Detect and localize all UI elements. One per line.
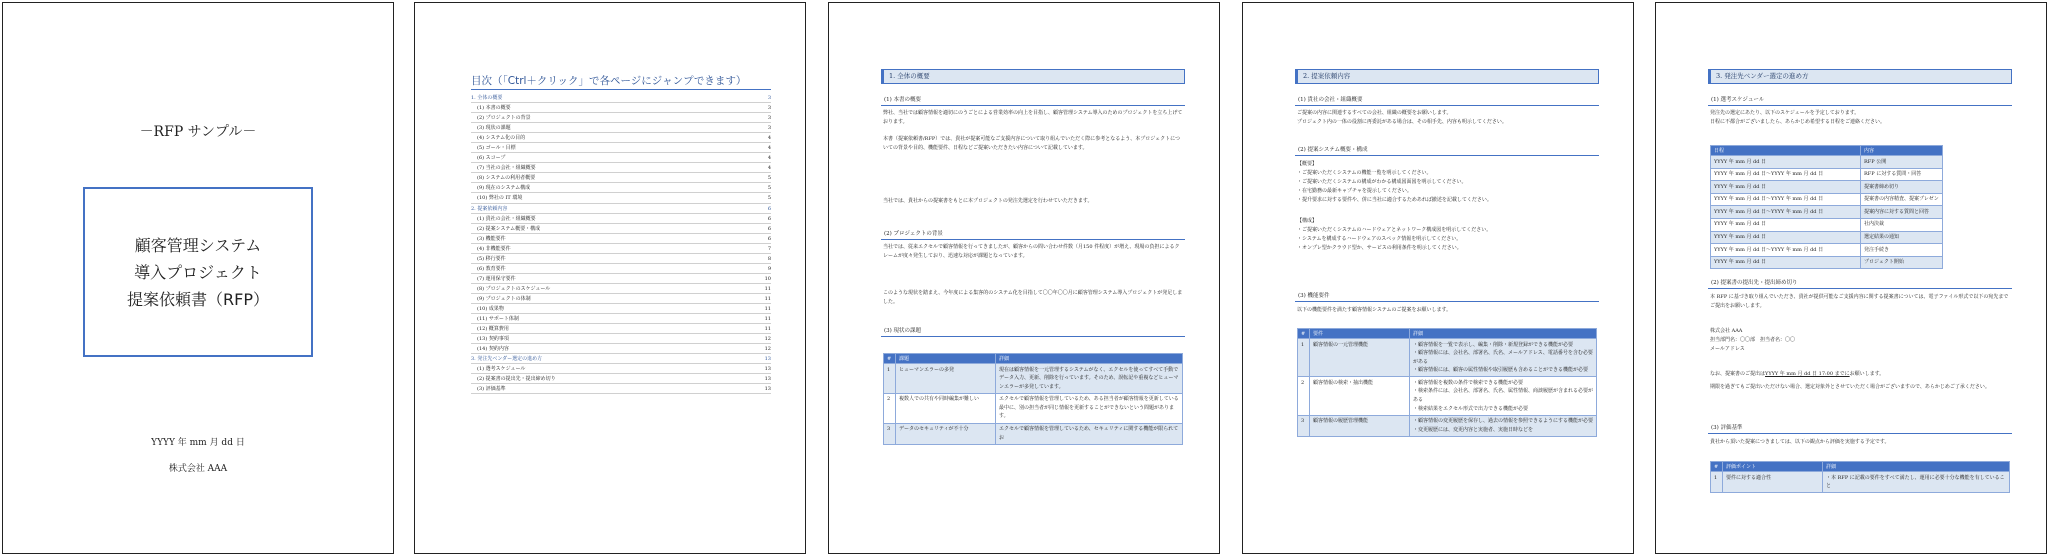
table-cell: エクセルで顧客情報を管理しているため、ある担当者が顧客情報を更新している最中に、別の担当者が同じ情報を更新することができないという問題があります。 bbox=[996, 393, 1183, 423]
schedule-table bbox=[1710, 145, 1943, 269]
table-header-cell: 詳細 bbox=[1823, 462, 2010, 472]
toc-item-label: (5) 移行要件 bbox=[477, 255, 506, 262]
toc-section-link[interactable] bbox=[471, 204, 771, 214]
table-row bbox=[1711, 218, 1943, 231]
table-cell: ・顧客情報を複数の条件で検索できる機能が必要 ・検索条件には、会社名、部署名、氏名、属性情報、商談履歴が含まれる必要がある ・検索結果をエクセル形式で出力できる機能が必要 bbox=[1410, 377, 1597, 415]
table-row bbox=[1711, 231, 1943, 244]
toc-item-page: 6 bbox=[767, 235, 771, 242]
table-cell: エクセルで顧客情報を管理しているため、セキュリティに関する機能が限られてお bbox=[996, 423, 1183, 444]
table-row bbox=[1711, 256, 1943, 269]
paragraph: 日程に不都合がございましたら、あらかじめ希望する日程をご連絡ください。 bbox=[1710, 119, 1886, 125]
page-proposal-request bbox=[1242, 2, 1634, 554]
paragraph: 以下の機能要件を満たす顧客情報システムのご提案をお願いします。 bbox=[1297, 307, 1452, 313]
toc-item-link[interactable] bbox=[471, 344, 771, 354]
bullet: ・ご提案いただくシステムのハードウェアとネットワーク構成図を明示してください。 bbox=[1297, 227, 1492, 233]
table-row bbox=[1711, 168, 1943, 181]
toc-item-page: 12 bbox=[764, 346, 771, 353]
toc-item-label: (3) 機能要件 bbox=[477, 235, 506, 242]
table-header-cell: 内容 bbox=[1861, 146, 1943, 156]
toc-item-label: (13) 契約事項 bbox=[477, 336, 509, 343]
table-cell: ・顧客情報を一覧で表示し、編集・削除・新規登録ができる機能が必要 ・顧客情報には、会社名、部署名、氏名、メールアドレス、電話番号を含む必要がある ・顧客情報には、顧客の属性情報や取引履歴も含めることができる機能が必要 bbox=[1410, 339, 1597, 377]
table-header-cell: 要件 bbox=[1310, 329, 1410, 339]
bullet: ・提升要求に対する要件や、併に当社に適合するためあれば撤述を記載してください。 bbox=[1297, 197, 1492, 203]
cover-title-line: 顧客管理システム bbox=[134, 235, 262, 255]
section-heading: 2. 提案依頼内容 bbox=[1295, 69, 1599, 84]
page-cover bbox=[2, 2, 394, 554]
table-header-cell: # bbox=[884, 354, 896, 364]
toc-item-page: 6 bbox=[767, 205, 771, 212]
toc-item-page: 3 bbox=[767, 115, 771, 122]
table-cell: 1 bbox=[884, 364, 896, 394]
toc-item-label: (8) システムの利用者概要 bbox=[477, 175, 536, 182]
toc-item-label: (4) システム化の目的 bbox=[477, 135, 526, 142]
table-header-cell: 詳細 bbox=[1410, 329, 1597, 339]
table-cell: 複数人での共有や同時編集が難しい bbox=[896, 393, 996, 423]
table-cell: 2 bbox=[884, 393, 896, 423]
toc-list bbox=[471, 93, 771, 394]
table-row bbox=[1711, 156, 1943, 169]
toc-item-label: (9) プロジェクトの体制 bbox=[477, 295, 531, 302]
toc-item-link[interactable] bbox=[471, 224, 771, 234]
toc-item-link[interactable] bbox=[471, 274, 771, 284]
subsection-heading: (3) 評価基準 bbox=[1708, 423, 2012, 434]
paragraph: 【構成】 bbox=[1297, 218, 1318, 224]
toc-item-page: 8 bbox=[767, 255, 771, 262]
table-cell: 提案書の内容精査、提案プレゼン bbox=[1861, 193, 1943, 206]
toc-item-label: (4) 非機能要件 bbox=[477, 245, 511, 252]
toc-item-page: 11 bbox=[764, 285, 771, 292]
toc-item-page: 3 bbox=[767, 125, 771, 132]
table-cell: YYYY 年 mm 月 dd 日～YYYY 年 mm 月 dd 日 bbox=[1711, 193, 1861, 206]
table-row bbox=[884, 364, 1183, 394]
table-cell: データのセキュリティが不十分 bbox=[896, 423, 996, 444]
table-cell: YYYY 年 mm 月 dd 日～YYYY 年 mm 月 dd 日 bbox=[1711, 244, 1861, 257]
subsection-heading: (1) 貴社の会社・組織概要 bbox=[1295, 95, 1599, 106]
table-cell: 提案書締め切り bbox=[1861, 181, 1943, 194]
bullet: ・ご提案いただくシステムの構成がわかる構成図面図を明示してください。 bbox=[1297, 179, 1467, 185]
deadline-paragraph: なお、提案書のご提出はYYYY 年 mm 月 dd 日 17:00 までにお願いします。 bbox=[1710, 371, 1885, 377]
subsection-heading: (3) 機能要件 bbox=[1295, 291, 1599, 302]
toc-item-label: (6) スコープ bbox=[477, 155, 506, 162]
toc-item-label: (1) 本書の概要 bbox=[477, 105, 511, 112]
table-cell: 2 bbox=[1298, 377, 1310, 415]
table-cell: 選定結果の通知 bbox=[1861, 231, 1943, 244]
toc-item-link[interactable] bbox=[471, 384, 771, 394]
table-header-cell: 日程 bbox=[1711, 146, 1861, 156]
table-cell: 顧客情報の履歴管理機能 bbox=[1310, 415, 1410, 436]
toc-section-link[interactable] bbox=[471, 93, 771, 103]
bullet: ・ご提案いただくシステムの機能一覧を明示してください。 bbox=[1297, 170, 1432, 176]
toc-rule bbox=[471, 89, 771, 90]
toc-item-link[interactable] bbox=[471, 133, 771, 143]
subsection-heading: (2) プロジェクトの背景 bbox=[881, 229, 1185, 240]
toc-item-label: (7) 当社の会社・組織概要 bbox=[477, 165, 536, 172]
table-cell: 1 bbox=[1298, 339, 1310, 377]
table-row bbox=[1298, 377, 1597, 415]
paragraph: 当社では、従来エクセルで顧客情報を行ってきましたが、顧客からの問い合わせ件数（月150 件程度）が増え、現場の負担によるクレームが度々発生しており、迅速な対応が課題となっています。 bbox=[883, 244, 1180, 259]
toc-item-page: 7 bbox=[767, 245, 771, 252]
cover-title-line: 提案依頼書（RFP） bbox=[127, 289, 269, 309]
toc-item-link[interactable] bbox=[471, 214, 771, 224]
toc-item-label: (10) 成果物 bbox=[477, 305, 504, 312]
toc-item-label: (1) 選考スケジュール bbox=[477, 366, 526, 373]
toc-item-link[interactable] bbox=[471, 163, 771, 173]
toc-item-link[interactable] bbox=[471, 103, 771, 113]
toc-item-label: (3) 評価基準 bbox=[477, 386, 506, 393]
toc-item-link[interactable] bbox=[471, 284, 771, 294]
toc-item-link[interactable] bbox=[471, 153, 771, 163]
toc-item-link[interactable] bbox=[471, 143, 771, 153]
toc-item-label: (14) 契約内容 bbox=[477, 346, 509, 353]
table-cell: YYYY 年 mm 月 dd 日～YYYY 年 mm 月 dd 日 bbox=[1711, 168, 1861, 181]
toc-item-page: 4 bbox=[767, 155, 771, 162]
table-cell: ・顧客情報の変更履歴を保存し、過去の情報を参照できるようにする機能が必要 ・変更履歴には、変更内容と実施者、実施日時などを bbox=[1410, 415, 1597, 436]
table-cell: ヒューマンエラーの多発 bbox=[896, 364, 996, 394]
table-cell: RFP 公開 bbox=[1861, 156, 1943, 169]
toc-item-page: 4 bbox=[767, 165, 771, 172]
paragraph: メールアドレス bbox=[1710, 346, 1745, 352]
table-cell: YYYY 年 mm 月 dd 日～YYYY 年 mm 月 dd 日 bbox=[1711, 206, 1861, 219]
toc-item-label: (10) 弊社の IT 環境 bbox=[477, 195, 523, 202]
subsection-heading: (1) 選考スケジュール bbox=[1708, 95, 2012, 106]
section-heading: 1. 全体の概要 bbox=[881, 69, 1185, 84]
table-cell: 現在は顧客情報を一元管理するシステムがなく、エクセルを使ってすべて手動でデータ入力、更新、削除を行っています。そのため、誤転記や重複などヒューマンエラーが多発しています。 bbox=[996, 364, 1183, 394]
subsection-heading: (1) 本書の概要 bbox=[881, 95, 1185, 106]
table-cell: 社内決裁 bbox=[1861, 218, 1943, 231]
toc-item-link[interactable] bbox=[471, 264, 771, 274]
toc-item-link[interactable] bbox=[471, 364, 771, 374]
toc-item-page: 13 bbox=[764, 386, 771, 393]
toc-item-link[interactable] bbox=[471, 173, 771, 183]
toc-item-label: (11) サポート体制 bbox=[477, 316, 519, 323]
toc-item-page: 4 bbox=[767, 135, 771, 142]
toc-section-link[interactable] bbox=[471, 354, 771, 364]
toc-item-label: (5) ゴール・目標 bbox=[477, 145, 516, 152]
toc-item-page: 9 bbox=[767, 265, 771, 272]
toc-item-link[interactable] bbox=[471, 193, 771, 203]
subsection-heading: (2) 提案書の提出先・提出締め切り bbox=[1708, 278, 2012, 289]
cover-date: YYYY 年 mm 月 dd 日 bbox=[151, 438, 245, 448]
table-header-cell: 評価ポイント bbox=[1723, 462, 1823, 472]
table-header-cell: # bbox=[1298, 329, 1310, 339]
paragraph: 当社では、貴社からの提案書をもとに本プロジェクトの発注先選定を行わせていただきます。 bbox=[883, 198, 1093, 204]
paragraph: 【概要】 bbox=[1297, 161, 1318, 167]
issues-table bbox=[883, 353, 1183, 445]
paragraph: 株式会社 AAA bbox=[1710, 328, 1743, 334]
cover-company: 株式会社 AAA bbox=[168, 464, 228, 474]
table-cell: 提案内容に対する質問と回答 bbox=[1861, 206, 1943, 219]
paragraph: 期限を過ぎてもご提出いただけない場合、選定対象外とさせていただく場合がございますので、あらかじめご了承ください。 bbox=[1710, 384, 1990, 390]
section-heading: 3. 発注先ベンダー選定の進め方 bbox=[1708, 69, 2012, 84]
toc-item-page: 13 bbox=[764, 356, 771, 363]
bullet: ・在宅勤務の最新キャプチャを提示してください。 bbox=[1297, 188, 1412, 194]
toc-item-link[interactable] bbox=[471, 374, 771, 384]
requirements-table bbox=[1297, 328, 1597, 437]
table-cell: YYYY 年 mm 月 dd 日 bbox=[1711, 231, 1861, 244]
toc-item-page: 6 bbox=[767, 215, 771, 222]
table-cell: YYYY 年 mm 月 dd 日 bbox=[1711, 156, 1861, 169]
table-row bbox=[1298, 415, 1597, 436]
toc-item-label: (12) 概算費用 bbox=[477, 326, 509, 333]
table-cell: 1 bbox=[1711, 472, 1723, 493]
paragraph: 弊社、当社では顧客情報を適切にのうごとによる営業効率の向上を目指し、顧客管理システム導入のためのプロジェクトを立ち上げております。 bbox=[883, 110, 1183, 125]
toc-item-label: (2) 提案システム概要・構成 bbox=[477, 225, 541, 232]
toc-item-link[interactable] bbox=[471, 294, 771, 304]
bullet: ・オンプレ型かクラウド型か、サービスの利用条件を明示してください。 bbox=[1297, 245, 1462, 251]
toc-item-page: 11 bbox=[764, 295, 771, 302]
toc-item-label: 1. 全体の概要 bbox=[471, 95, 503, 101]
toc-item-label: (2) プロジェクトの背景 bbox=[477, 115, 531, 122]
page-overview bbox=[828, 2, 1220, 554]
toc-item-link[interactable] bbox=[471, 254, 771, 264]
cover-subtitle: －RFP サンプル－ bbox=[139, 124, 257, 140]
paragraph: プロジェクト内の一体の役割に再委託がある場合は、その相手先、内容も明示してください。 bbox=[1297, 119, 1507, 125]
toc-item-label: (8) プロジェクトのスケジュール bbox=[477, 285, 551, 292]
toc-item-page: 11 bbox=[764, 316, 771, 323]
table-row bbox=[1711, 206, 1943, 219]
toc-item-page: 3 bbox=[767, 95, 771, 101]
toc-item-page: 5 bbox=[767, 185, 771, 192]
table-row bbox=[1711, 181, 1943, 194]
paragraph: 貴社から頂いた提案につきましては、以下の観点から評価を実施する予定です。 bbox=[1710, 439, 1890, 445]
toc-item-page: 5 bbox=[767, 195, 771, 202]
toc-item-page: 6 bbox=[767, 225, 771, 232]
evaluation-table bbox=[1710, 461, 2010, 493]
toc-item-link[interactable] bbox=[471, 244, 771, 254]
toc-item-label: (6) 教育要件 bbox=[477, 265, 506, 272]
subsection-heading: (3) 現状の課題 bbox=[881, 326, 1185, 337]
table-row bbox=[1298, 339, 1597, 377]
toc-item-link[interactable] bbox=[471, 234, 771, 244]
table-cell: 3 bbox=[884, 423, 896, 444]
paragraph: 発注先の選定にあたり、以下のスケジュールを予定しております。 bbox=[1710, 110, 1860, 116]
paragraph: 本書（提案依頼書/RFP）では、貴社が提案可能なご支援内容について取り組んでいただく際に参考となるよう、本プロジェクトについての背景や目的、機能要件、日程などご提案いただきたい内容について記載しています。 bbox=[883, 136, 1180, 151]
table-row bbox=[884, 423, 1183, 444]
toc-item-label: (7) 運用保守要件 bbox=[477, 275, 516, 282]
table-cell: 顧客情報の検索・抽出機能 bbox=[1310, 377, 1410, 415]
table-cell: 要件に対する適合性 bbox=[1723, 472, 1823, 493]
table-header-cell: # bbox=[1711, 462, 1723, 472]
paragraph: このような現状を踏まえ、今年度による集客的のシステム化を目指して〇〇年〇〇月に顧客管理システム導入プロジェクトが発足しました。 bbox=[883, 290, 1183, 305]
table-cell: YYYY 年 mm 月 dd 日 bbox=[1711, 256, 1861, 269]
toc-item-label: (2) 提案書の提出先・提出締め切り bbox=[477, 376, 556, 383]
table-cell: RFP に対する質問・回答 bbox=[1861, 168, 1943, 181]
table-row bbox=[1711, 472, 2010, 493]
table-cell: YYYY 年 mm 月 dd 日 bbox=[1711, 218, 1861, 231]
toc-item-page: 13 bbox=[764, 376, 771, 383]
toc-item-link[interactable] bbox=[471, 334, 771, 344]
toc-item-page: 3 bbox=[767, 105, 771, 112]
cover-title-box bbox=[83, 187, 313, 357]
toc-item-page: 4 bbox=[767, 145, 771, 152]
paragraph: 担当部門名：〇〇部 担当者名：〇〇 bbox=[1710, 337, 1796, 343]
toc-item-page: 11 bbox=[764, 326, 771, 333]
paragraph: ご提案の内容に関連するすべての会社、組織の概要をお願いします。 bbox=[1297, 110, 1452, 116]
cover-title-line: 導入プロジェクト bbox=[134, 262, 262, 282]
table-row bbox=[1711, 193, 1943, 206]
table-row bbox=[1711, 244, 1943, 257]
toc-item-page: 11 bbox=[764, 305, 771, 312]
bullet: ・システムを構成するハードウェアのスペック情報を明示してください。 bbox=[1297, 236, 1462, 242]
table-cell: 顧客情報の一元管理機能 bbox=[1310, 339, 1410, 377]
toc-item-page: 10 bbox=[764, 275, 771, 282]
toc-item-link[interactable] bbox=[471, 123, 771, 133]
table-header-cell: 課題 bbox=[896, 354, 996, 364]
toc-item-link[interactable] bbox=[471, 324, 771, 334]
toc-item-page: 13 bbox=[764, 366, 771, 373]
toc-item-label: 3. 発注先ベンダー選定の進め方 bbox=[471, 356, 543, 363]
table-cell: 3 bbox=[1298, 415, 1310, 436]
page-toc bbox=[414, 2, 806, 554]
table-header-cell: 詳細 bbox=[996, 354, 1183, 364]
toc-item-label: (3) 現状の課題 bbox=[477, 125, 511, 132]
deadline-date: YYYY 年 mm 月 dd 日 17:00 までに bbox=[1765, 371, 1850, 377]
toc-item-link[interactable] bbox=[471, 183, 771, 193]
toc-item-label: (1) 貴社の会社・組織概要 bbox=[477, 215, 536, 222]
page-vendor-selection bbox=[1655, 2, 2047, 554]
table-cell: ・本 RFP に記載の要件をすべて満たし、運用に必要十分な機能を有していること bbox=[1823, 472, 2010, 493]
table-cell: プロジェクト開始 bbox=[1861, 256, 1943, 269]
paragraph: 本 RFP に基づき取り組んでいただき、貴社が提供可能なご支援内容に関する提案書については、電子ファイル形式で以下の宛先までご提出をお願いします。 bbox=[1710, 294, 2009, 309]
toc-title: 目次（「Ctrl＋クリック」で各ページにジャンプできます） bbox=[471, 75, 747, 87]
toc-item-link[interactable] bbox=[471, 304, 771, 314]
toc-item-link[interactable] bbox=[471, 314, 771, 324]
toc-item-page: 5 bbox=[767, 175, 771, 182]
toc-item-label: 2. 提案依頼内容 bbox=[471, 205, 508, 212]
toc-item-page: 12 bbox=[764, 336, 771, 343]
table-row bbox=[884, 393, 1183, 423]
toc-item-label: (9) 現在のシステム構成 bbox=[477, 185, 531, 192]
table-cell: 発注手続き bbox=[1861, 244, 1943, 257]
toc-item-link[interactable] bbox=[471, 113, 771, 123]
subsection-heading: (2) 提案システム概要・構成 bbox=[1295, 145, 1599, 156]
table-cell: YYYY 年 mm 月 dd 日 bbox=[1711, 181, 1861, 194]
